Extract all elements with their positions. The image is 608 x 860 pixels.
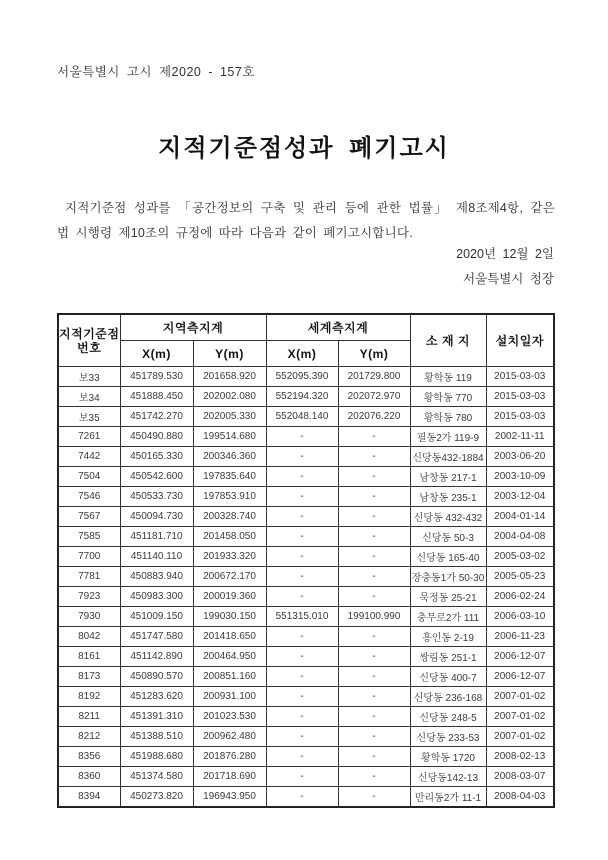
table-cell: 202072.970: [338, 387, 410, 407]
table-cell: -: [266, 727, 338, 747]
table-cell: 451742.270: [120, 407, 193, 427]
table-cell: 2006-12-07: [486, 647, 554, 667]
table-cell: 8173: [58, 667, 120, 687]
table-cell: -: [338, 447, 410, 467]
table-cell: 200962.480: [193, 727, 266, 747]
table-row: [58, 527, 554, 547]
table-cell: 200851.160: [193, 667, 266, 687]
table-cell: 8192: [58, 687, 120, 707]
table-cell: 2002-11-11: [486, 427, 554, 447]
table-cell: 202002.080: [193, 387, 266, 407]
table-cell: -: [338, 767, 410, 787]
table-row: [58, 587, 554, 607]
table-cell: -: [266, 667, 338, 687]
table-cell: -: [266, 567, 338, 587]
table-cell: 202005.330: [193, 407, 266, 427]
table-cell: 450890.570: [120, 667, 193, 687]
table-cell: 7923: [58, 587, 120, 607]
table-cell: 201458.050: [193, 527, 266, 547]
table-row: [58, 727, 554, 747]
table-cell: 200672.170: [193, 567, 266, 587]
table-cell: 451283.620: [120, 687, 193, 707]
table-cell: 451888.450: [120, 387, 193, 407]
table-cell: -: [266, 687, 338, 707]
table-cell: -: [266, 527, 338, 547]
table-cell: 황학동 770: [410, 387, 486, 407]
table-cell: -: [338, 507, 410, 527]
table-cell: 451388.510: [120, 727, 193, 747]
table-cell: -: [338, 747, 410, 767]
table-cell: 흥인동 2-19: [410, 627, 486, 647]
table-row: [58, 367, 554, 387]
table-row: [58, 767, 554, 787]
table-cell: -: [338, 647, 410, 667]
table-cell: 충무로2가 111: [410, 607, 486, 627]
table-cell: -: [266, 627, 338, 647]
table-cell: 197853.910: [193, 487, 266, 507]
table-cell: 451009.150: [120, 607, 193, 627]
table-cell: -: [266, 507, 338, 527]
table-cell: 2003-10-09: [486, 467, 554, 487]
table-cell: -: [338, 787, 410, 808]
table-cell: 7504: [58, 467, 120, 487]
header-world-datum: 세계측지계: [266, 314, 410, 341]
table-cell: 남창동 217-1: [410, 467, 486, 487]
table-body: [58, 367, 554, 808]
table-cell: 8212: [58, 727, 120, 747]
table-cell: -: [266, 787, 338, 808]
table-cell: 2015-03-03: [486, 407, 554, 427]
header-world-x: X(m): [266, 341, 338, 367]
table-cell: 450883.940: [120, 567, 193, 587]
table-cell: 보35: [58, 407, 120, 427]
table-cell: 8360: [58, 767, 120, 787]
table-cell: -: [338, 467, 410, 487]
table-cell: -: [266, 427, 338, 447]
table-cell: -: [266, 467, 338, 487]
table-cell: 7781: [58, 567, 120, 587]
table-cell: 200346.360: [193, 447, 266, 467]
table-cell: -: [338, 487, 410, 507]
table-cell: -: [338, 547, 410, 567]
header-local-x: X(m): [120, 341, 193, 367]
table-cell: 7585: [58, 527, 120, 547]
table-cell: -: [338, 727, 410, 747]
table-cell: 신당동 248-5: [410, 707, 486, 727]
table-cell: -: [338, 707, 410, 727]
table-row: [58, 607, 554, 627]
table-cell: 만리동2가 11-1: [410, 787, 486, 808]
table-row: [58, 787, 554, 808]
table-cell: -: [338, 567, 410, 587]
table-row: [58, 467, 554, 487]
table-cell: 신당동 400-7: [410, 667, 486, 687]
table-row: [58, 547, 554, 567]
header-install-date: 설치일자: [486, 314, 554, 367]
table-row: [58, 747, 554, 767]
notice-signer: 서울특별시 청장: [463, 272, 554, 286]
table-cell: 451391.310: [120, 707, 193, 727]
table-cell: -: [266, 487, 338, 507]
table-cell: 신당동142-13: [410, 767, 486, 787]
table-row: [58, 447, 554, 467]
header-point-number-line1: 지적기준점: [59, 326, 120, 341]
table-row: [58, 647, 554, 667]
table-cell: 2007-01-02: [486, 687, 554, 707]
table-row: [58, 507, 554, 527]
table-cell: 8161: [58, 647, 120, 667]
table-cell: 2005-05-23: [486, 567, 554, 587]
table-cell: 552095.390: [266, 367, 338, 387]
table-cell: 451988.680: [120, 747, 193, 767]
table-cell: 450542.600: [120, 467, 193, 487]
table-row: [58, 427, 554, 447]
table-cell: 2008-04-03: [486, 787, 554, 808]
table-cell: 2004-01-14: [486, 507, 554, 527]
table-cell: 7700: [58, 547, 120, 567]
table-cell: 2006-12-07: [486, 667, 554, 687]
table-cell: 2007-01-02: [486, 727, 554, 747]
table-cell: 196943.950: [193, 787, 266, 808]
table-cell: 197835.640: [193, 467, 266, 487]
table-cell: -: [266, 547, 338, 567]
table-cell: -: [266, 587, 338, 607]
table-cell: 2005-03-02: [486, 547, 554, 567]
table-cell: 7261: [58, 427, 120, 447]
header-world-y: Y(m): [338, 341, 410, 367]
notice-number: 서울특별시 고시 제2020 - 157호: [57, 65, 255, 79]
table-cell: 2003-06-20: [486, 447, 554, 467]
table-cell: 201933.320: [193, 547, 266, 567]
table-cell: -: [266, 447, 338, 467]
table-cell: 신당동432-1884: [410, 447, 486, 467]
table-cell: 552048.140: [266, 407, 338, 427]
table-cell: 450983.300: [120, 587, 193, 607]
table-cell: 7546: [58, 487, 120, 507]
table-cell: 201418.650: [193, 627, 266, 647]
table-cell: 2008-02-13: [486, 747, 554, 767]
table-cell: 2008-03-07: [486, 767, 554, 787]
table-cell: 7930: [58, 607, 120, 627]
table-cell: -: [338, 687, 410, 707]
table-cell: 신당동 50-3: [410, 527, 486, 547]
table-cell: 7442: [58, 447, 120, 467]
table-cell: 552194.320: [266, 387, 338, 407]
table-cell: 황학동 1720: [410, 747, 486, 767]
table-cell: -: [266, 767, 338, 787]
table-cell: 451747.580: [120, 627, 193, 647]
table-cell: -: [338, 527, 410, 547]
table-cell: -: [338, 427, 410, 447]
page-title: 지적기준점성과 폐기고시: [158, 135, 450, 162]
table-cell: 200328.740: [193, 507, 266, 527]
table-cell: 8042: [58, 627, 120, 647]
table-cell: 451140.110: [120, 547, 193, 567]
table-row: [58, 627, 554, 647]
table-cell: 201718.690: [193, 767, 266, 787]
table-cell: -: [266, 647, 338, 667]
table-cell: 200464.950: [193, 647, 266, 667]
reference-points-table: [57, 313, 555, 808]
table-cell: 199100.990: [338, 607, 410, 627]
table-row: [58, 407, 554, 427]
table-row: [58, 687, 554, 707]
table-row: [58, 487, 554, 507]
table-cell: 450094.730: [120, 507, 193, 527]
header-point-number-line2: 번호: [77, 340, 102, 355]
table-cell: 장충동1가 50-30: [410, 567, 486, 587]
table-cell: 필동2가 119-9: [410, 427, 486, 447]
table-cell: 2006-02-24: [486, 587, 554, 607]
table-cell: 신당동 165-40: [410, 547, 486, 567]
table-cell: 2007-01-02: [486, 707, 554, 727]
header-point-number: [58, 314, 120, 367]
table-cell: 199514.680: [193, 427, 266, 447]
table-cell: 200931.100: [193, 687, 266, 707]
table-cell: 200019.360: [193, 587, 266, 607]
table-cell: 451142.890: [120, 647, 193, 667]
table-cell: 2004-04-08: [486, 527, 554, 547]
table-cell: -: [338, 627, 410, 647]
table-header: [58, 314, 554, 367]
header-local-y: Y(m): [193, 341, 266, 367]
table-cell: 보34: [58, 387, 120, 407]
table-cell: 보33: [58, 367, 120, 387]
table-cell: 450165.330: [120, 447, 193, 467]
notice-date: 2020년 12월 2일: [456, 247, 554, 261]
table-cell: -: [338, 587, 410, 607]
table-cell: 남창동 235-1: [410, 487, 486, 507]
header-local-datum: 지역측지계: [120, 314, 266, 341]
table-cell: -: [338, 667, 410, 687]
table-cell: 201876.280: [193, 747, 266, 767]
table-cell: 8356: [58, 747, 120, 767]
table-cell: 묵정동 25-21: [410, 587, 486, 607]
table-cell: 450490.880: [120, 427, 193, 447]
table-cell: -: [266, 707, 338, 727]
table-row: [58, 567, 554, 587]
table-cell: 450533.730: [120, 487, 193, 507]
table-cell: 2006-03-10: [486, 607, 554, 627]
table-cell: 199030.150: [193, 607, 266, 627]
table-cell: 신당동 233-53: [410, 727, 486, 747]
table-row: [58, 387, 554, 407]
table-row: [58, 707, 554, 727]
table-cell: 신당동 236-168: [410, 687, 486, 707]
table-cell: 2015-03-03: [486, 387, 554, 407]
table-cell: 201023.530: [193, 707, 266, 727]
table-cell: 451374.580: [120, 767, 193, 787]
table-cell: 8394: [58, 787, 120, 808]
table-cell: 202076.220: [338, 407, 410, 427]
table-cell: 201658.920: [193, 367, 266, 387]
table-cell: 7567: [58, 507, 120, 527]
body-paragraph: 지적기준점 성과를 「공간정보의 구축 및 관리 등에 관한 법률」 제8조제4항, 같은 법 시행령 제10조의 규정에 따라 다음과 같이 폐기고시합니다.: [57, 201, 555, 240]
header-location: 소 재 지: [410, 314, 486, 367]
table-cell: 신당동 432-432: [410, 507, 486, 527]
table-cell: 450273.820: [120, 787, 193, 808]
table-cell: -: [266, 747, 338, 767]
table-cell: 2015-03-03: [486, 367, 554, 387]
table-cell: 201729.800: [338, 367, 410, 387]
table-cell: 쌍림동 251-1: [410, 647, 486, 667]
table-cell: 황학동 119: [410, 367, 486, 387]
table-row: [58, 667, 554, 687]
table-cell: 451181.710: [120, 527, 193, 547]
table-cell: 8211: [58, 707, 120, 727]
table-cell: 2003-12-04: [486, 487, 554, 507]
table-cell: 451789.530: [120, 367, 193, 387]
table-cell: 황학동 780: [410, 407, 486, 427]
table-cell: 2006-11-23: [486, 627, 554, 647]
table-cell: 551315.010: [266, 607, 338, 627]
